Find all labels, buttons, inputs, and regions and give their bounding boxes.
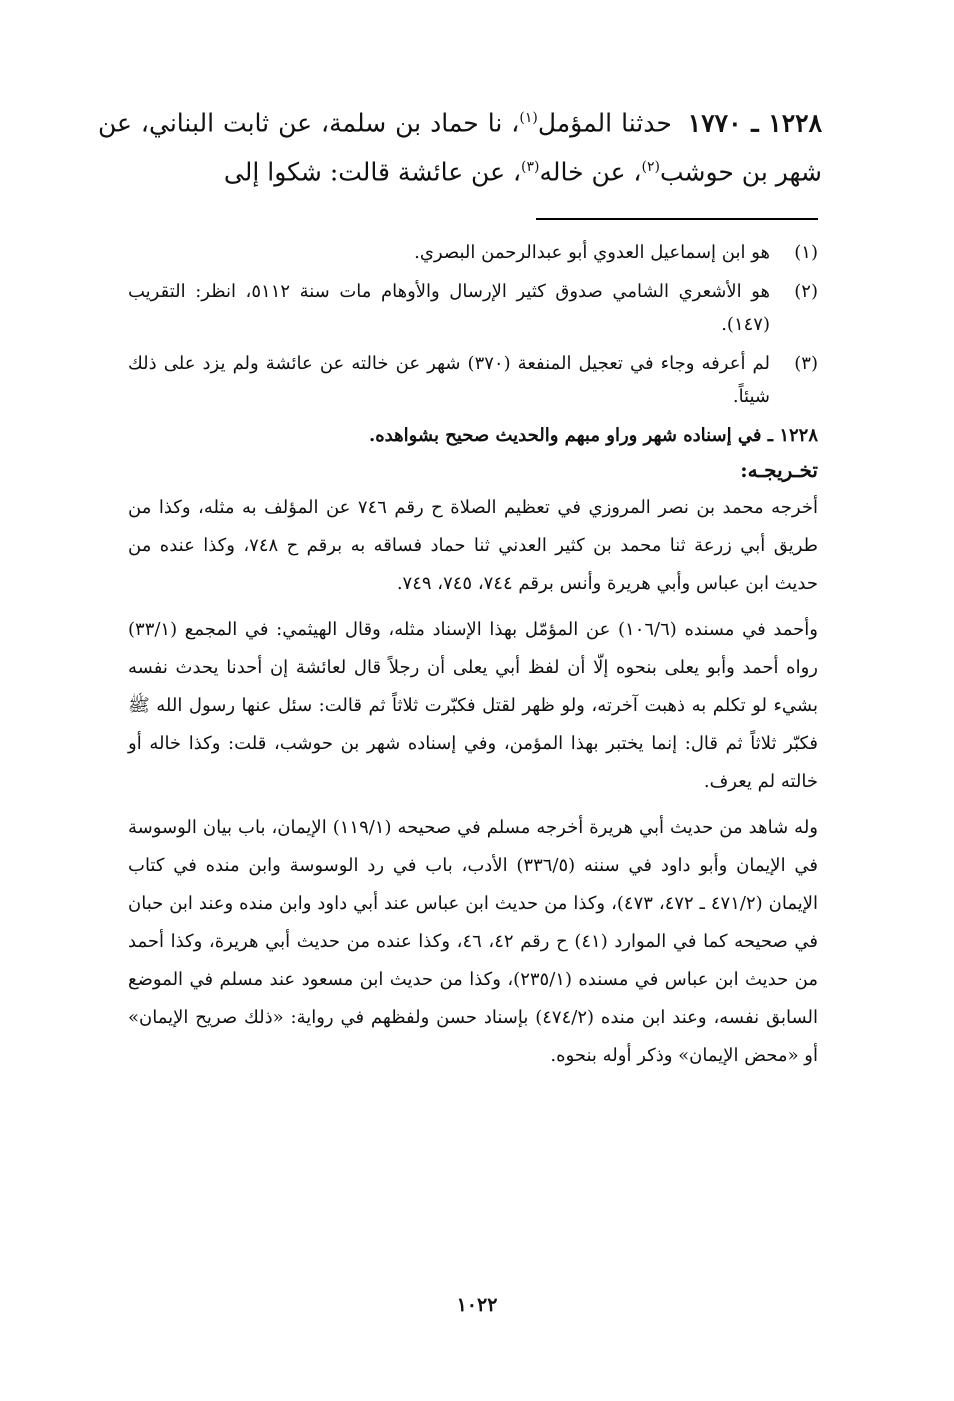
page-number: ١٠٢٢	[456, 1294, 498, 1316]
hadith-grading: ١٢٢٨ ـ في إسناده شهر وراو مبهم والحديث صحيح بشواهده.	[368, 425, 818, 446]
footnote-number: (٣)	[794, 353, 818, 374]
footnote-number: (٢)	[794, 281, 818, 302]
hadith-text-d: ، عن عائشة قالت: شكوا إلى	[223, 157, 522, 187]
footnote-text: لم أعرفه وجاء في تعجيل المنفعة (٣٧٠) شهر عن خالته عن عائشة ولم يزد على ذلك شيئاً.	[128, 353, 770, 407]
takhrij-paragraph-3: وله شاهد من حديث أبي هريرة أخرجه مسلم في صحيحه (١١٩/١) الإيمان، باب بيان الوسوسة في الإيمان وأبو داود في سننه (٣٣٦/٥) الأدب، باب في رد الوسوسة وابن منده في كتاب الإيمان (٤٧١/٢ ـ ٤٧٢، ٤٧٣)، وكذا من حديث ابن عباس عند أبي داود وابن منده وعند ابن حبان في صحيحه كما في الموارد (٤١) ح رقم ٤٢، ٤٦، وكذا عنده من حديث أبي هريرة، وكذا أحمد من حديث ابن عباس في مسنده (٢٣٥/١)، وكذا من حديث ابن مسعود عند مسلم في الموضع السابق نفسه، وعند ابن منده (٤٧٤/٢) بإسناد حسن ولفظهم في رواية: «ذلك صريح الإيمان» أو «محض الإيمان» وذكر أوله بنحوه.	[128, 817, 819, 1066]
hadith-text	[98, 96, 822, 195]
hadith-text-a: حدثنا المؤمل	[537, 108, 672, 138]
footnote-text: هو ابن إسماعيل العدوي أبو عبدالرحمن البصري.	[414, 242, 770, 263]
footnote-text: هو الأشعري الشامي صدوق كثير الإرسال والأوهام مات سنة ٥١١٢، انظر: التقريب (١٤٧).	[128, 281, 770, 335]
footnote-ref-2: (٢)	[641, 159, 660, 176]
takhrij-heading: تخـريجـه:	[740, 458, 818, 482]
footnote-separator	[536, 218, 818, 220]
hadith-text-c: ، عن خاله	[539, 157, 642, 187]
hadith-number: ١٢٢٨ ـ ١٧٧٠	[687, 108, 823, 138]
footnotes-section	[128, 236, 818, 1083]
footnote-number: (١)	[794, 242, 818, 263]
hadith-text-b: ، نا حماد بن سلمة، عن ثابت البناني، عن شهر بن حوشب	[98, 108, 822, 187]
footnote-ref-3: (٣)	[521, 159, 540, 176]
footnote-3	[128, 347, 818, 413]
footnote-ref-1: (١)	[519, 110, 538, 126]
footnote-1	[128, 236, 818, 269]
footnote-2	[128, 275, 818, 341]
takhrij-paragraph-2: وأحمد في مسنده (١٠٦/٦) عن المؤمّل بهذا الإسناد مثله، وقال الهيثمي: في المجمع (٣٣/١) رواه أحمد وأبو يعلى بنحوه إلّا أن لفظ أبي يعلى أن رجلاً قال لعائشة إن أحدنا يحدث نفسه بشيء لو تكلم به ذهبت آخرته، ولو ظهر لقتل فكبّرت ثلاثاً ثم قالت: سئل عنها رسول الله ﷺ فكبّر ثلاثاً ثم قال: إنما يختبر بهذا المؤمن، وفي إسناده شهر بن حوشب، قلت: وكذا خاله أو خالته لم يعرف.	[128, 619, 819, 792]
takhrij-paragraph-1: أخرجه محمد بن نصر المروزي في تعظيم الصلاة ح رقم ٧٤٦ عن المؤلف به مثله، وكذا من طريق أبي زرعة ثنا محمد بن كثير العدني ثنا حماد فساقه به برقم ح ٧٤٨، وكذا عنده من حديث ابن عباس وأبي هريرة وأنس برقم ٧٤٤، ٧٤٥، ٧٤٩.	[128, 497, 818, 594]
